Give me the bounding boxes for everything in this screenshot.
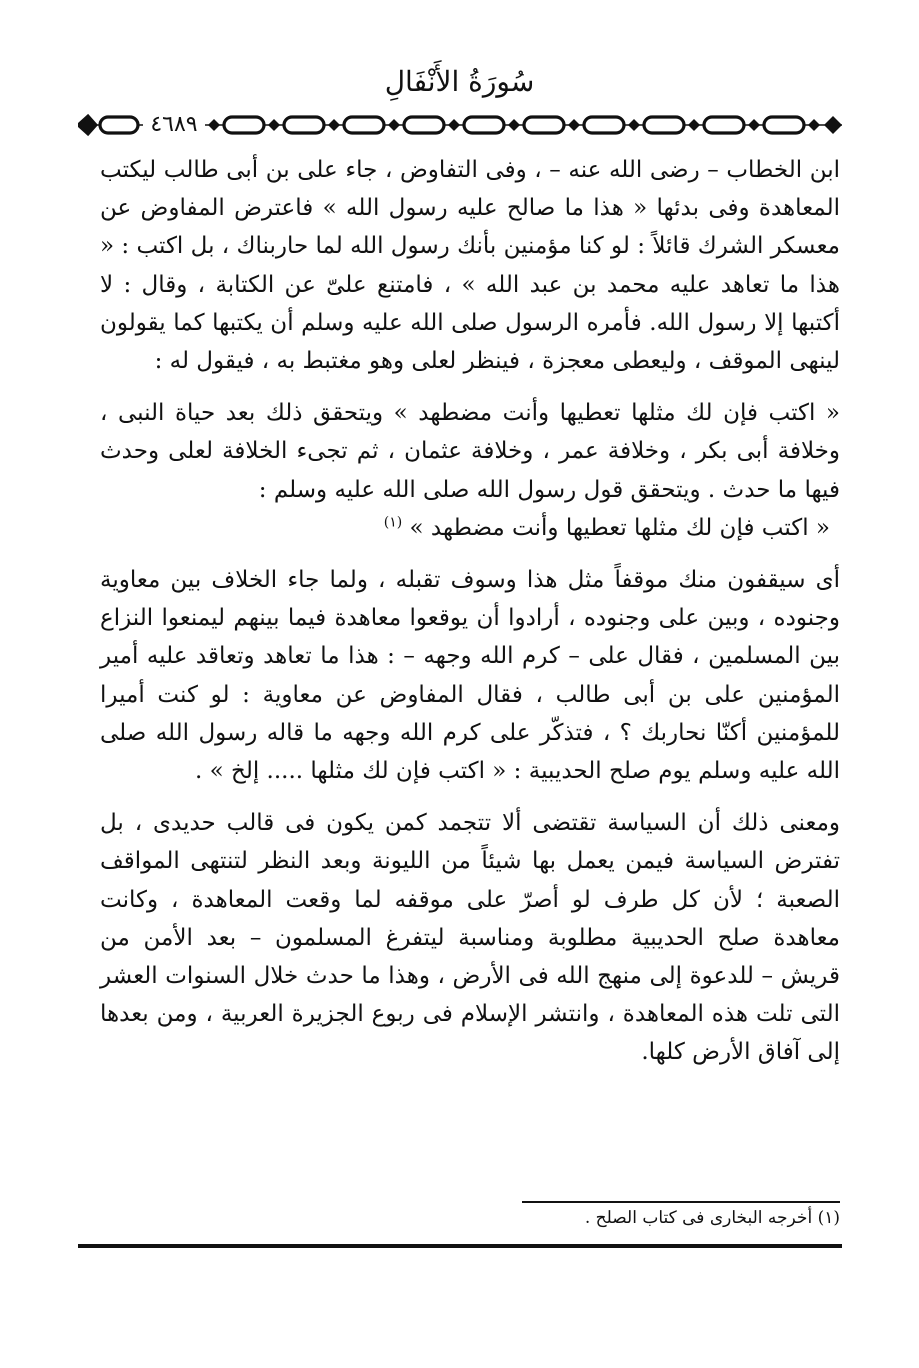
page-number: ٤٦٨٩: [143, 112, 205, 138]
paragraph-1: ابن الخطاب – رضى الله عنه – ، وفى التفاوض ، جاء على بن أبى طالب ليكتب المعاهدة وفى بدئها « هذا ما صالح عليه رسول الله » فاعترض المفاوض عن معسكر الشرك قائلاً : لو كنا مؤمنين بأنك رسول الله لما حاربناك ، بل اكتب : « هذا ما تعاهد عليه محمد بن عبد الله » ، فامتنع علىّ عن الكتابة ، وقال : لا أكتبها إلا رسول الله. فأمره الرسول صلى الله عليه وسلم أن يكتبها كما يقولون لينهى الموقف ، وليعطى معجزة ، فينظر لعلى وهو مغتبط به ، فيقول له :: [100, 157, 840, 375]
page-body: [100, 151, 840, 1072]
footnote-marker: (١): [383, 514, 403, 531]
paragraph-3: أى سيقفون منك موقفاً مثل هذا وسوف تقبله ، ولما جاء الخلاف بين معاوية وجنوده ، وبين على وجنوده ، أرادوا أن يوقعوا معاهدة فيما بينهم ليمنعوا النزاع بين المسلمين ، فقال على – كرم الله وجهه – : هذا ما تعاهد وتعاقد عليه أمير المؤمنين على بن أبى طالب ، فقال المفاوض عن معاوية : لو كنت أميرا للمؤمنين أكنّا نحاربك ؟ ، فتذكّر على كرم الله وجهه ما قاله رسول الله صلى الله عليه وسلم يوم صلح الحديبية : « اكتب فإن لك مثلها ..... إلخ » .: [100, 567, 840, 785]
quoted-hadith: [100, 509, 840, 547]
paragraph-4: ومعنى ذلك أن السياسة تقتضى ألا تتجمد كمن يكون فى قالب حديدى ، بل تفترض السياسة فيمن يعمل بها شيئاً من الليونة وبعد النظر لتنتهى المواقف الصعبة ؛ لأن كل طرف لو أصرّ على موقفه لما وقعت المعاهدة ، وكانت معاهدة صلح الحديبية مطلوبة ومناسبة ليتفرغ المسلمون – بعد الأمن من قريش – للدعوة إلى منهج الله فى الأرض ، وهذا ما حدث خلال السنوات العشر التى تلت هذه المعاهدة ، وانتشر الإسلام فى ربوع الجزيرة العربية ، ومن بعدها إلى آفاق الأرض كلها.: [100, 810, 840, 1066]
surah-title: سُورَةُ الأَنْفَالِ: [384, 65, 535, 98]
footnote-divider: [522, 1201, 840, 1203]
paragraph-2: « اكتب فإن لك مثلها تعطيها وأنت مضطهد » ويتحقق ذلك بعد حياة النبى ، وخلافة أبى بكر ، وخلافة عمر ، وخلافة عثمان ، ثم تجىء الخلافة لعلى وحدث فيها ما حدث . ويتحقق قول رسول الله صلى الله عليه وسلم :: [100, 400, 840, 503]
footnote: (١) أخرجه البخارى فى كتاب الصلح .: [584, 1208, 840, 1228]
quoted-hadith-text: « اكتب فإن لك مثلها تعطيها وأنت مضطهد »: [409, 514, 830, 541]
bottom-rule: [78, 1244, 842, 1248]
